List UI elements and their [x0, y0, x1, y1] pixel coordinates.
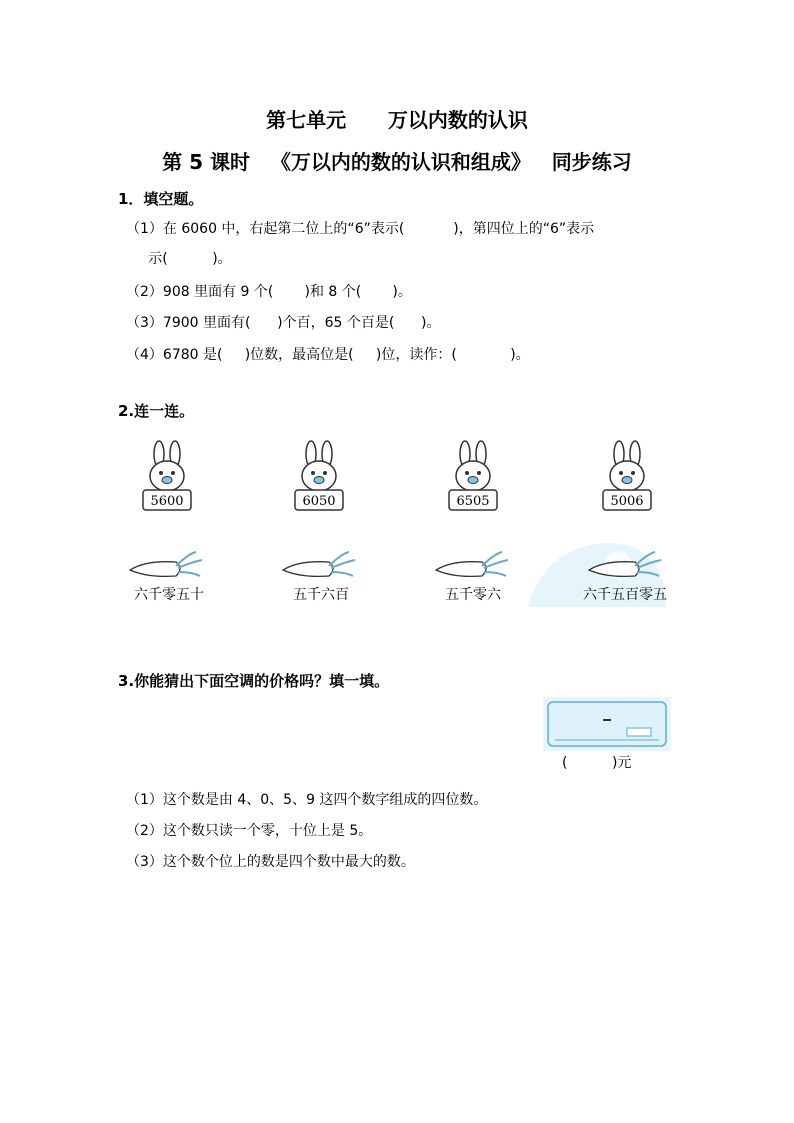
question-1-2: （2）908 里面有 9 个( )和 8 个( )。 — [126, 284, 412, 300]
section2-heading: 2.连一连。 — [118, 402, 195, 420]
carrot-label-1[interactable]: 六千零五十 — [134, 587, 204, 603]
rabbit-card-4[interactable] — [597, 440, 657, 512]
carrot-label-2[interactable]: 五千六百 — [293, 587, 349, 603]
rabbit-number-1: 5600 — [150, 494, 184, 509]
question-1-4: （4）6780 是( )位数，最高位是( )位，读作：( )。 — [126, 347, 530, 363]
page-title: 第七单元 万以内数的认识 — [266, 108, 528, 132]
ac-price-blank[interactable]: ( )元 — [562, 755, 632, 771]
carrot-icon — [585, 548, 663, 584]
carrot-icon — [126, 548, 204, 584]
air-conditioner-icon — [543, 697, 671, 751]
rabbit-number-2: 6050 — [302, 494, 336, 509]
question-3-2: （2）这个数只读一个零，十位上是 5。 — [126, 823, 373, 839]
question-1-1-cont: 示( )。 — [126, 251, 232, 267]
section1-heading: 1．填空题。 — [118, 190, 204, 208]
rabbit-card-2[interactable] — [289, 440, 349, 512]
question-3-1: （1）这个数是由 4、0、5、9 这四个数字组成的四位数。 — [126, 792, 488, 808]
carrot-label-4[interactable]: 六千五百零五 — [583, 587, 667, 603]
carrot-icon — [279, 548, 357, 584]
section3-heading: 3.你能猜出下面空调的价格吗？填一填。 — [118, 672, 390, 690]
carrot-label-3[interactable]: 五千零六 — [445, 587, 501, 603]
rabbit-card-3[interactable] — [443, 440, 503, 512]
question-1-1: （1）在 6060 中，右起第二位上的“6”表示( )，第四位上的“6”表示 — [126, 221, 595, 237]
carrot-icon — [432, 548, 510, 584]
question-3-3: （3）这个数个位上的数是四个数中最大的数。 — [126, 854, 415, 870]
rabbit-card-1[interactable] — [137, 440, 197, 512]
rabbit-number-3: 6505 — [456, 494, 490, 509]
page-subtitle: 第 5 课时 《万以内的数的认识和组成》 同步练习 — [162, 150, 632, 174]
rabbit-number-4: 5006 — [610, 494, 644, 509]
question-1-3: （3）7900 里面有( )个百，65 个百是( )。 — [126, 315, 441, 331]
